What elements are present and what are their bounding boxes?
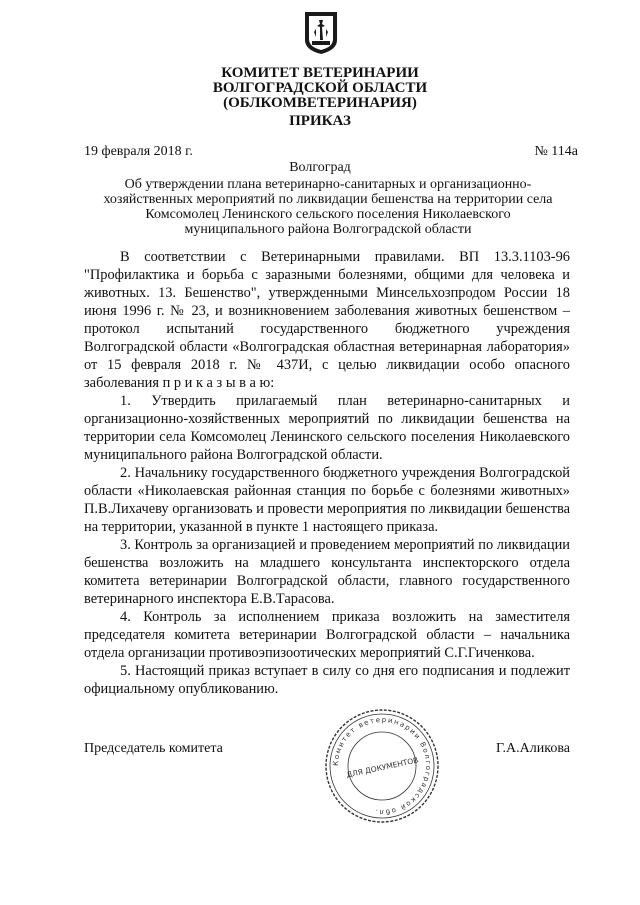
order-item-5: 5. Настоящий приказ вступает в силу со дня его подписания и подлежит официальному опубликованию. [84, 663, 570, 697]
document-body [84, 248, 570, 698]
signer-name: Г.А.Аликова [496, 741, 570, 756]
document-subject: Об утверждении плана ветеринарно-санитарных и организационно-хозяйственных мероприятий по ликвидации бешенства на территории села Комсомолец Ленинского сельского поселения Николаевского муниципального района Волгоградской области [103, 177, 553, 237]
order-item-3: 3. Контроль за организацией и проведением мероприятий по ликвидации бешенства возложить на младшего консультанта инспекторского отдела комитета ветеринарии Волгоградской области, главного государственного ветеринарного инспектора Е.В.Тарасова. [84, 537, 570, 607]
document-date: 19 февраля 2018 г. [84, 144, 193, 159]
signer-role: Председатель комитета [84, 741, 223, 756]
preamble-paragraph: В соответствии с Ветеринарными правилами. ВП 13.3.1103-96 "Профилактика и борьба с заразными болезнями, общими для человека и животных. 13. Бешенство", утвержденными Минсельхозпродом России 18 июня 1996 г. № 23, и возникновением заболевания животных бешенством – протокол испытаний государственного бюджетного учреждения Волгоградской области «Волгоградская областная ветеринарная лаборатория» от 15 февраля 2018 г. № 437И, с целью ликвидации особо опасного заболевания п р и к а з ы в а ю: [84, 249, 570, 391]
stamp-center-text: ДЛЯ ДОКУМЕНТОВ [345, 755, 420, 780]
org-name-line2: ВОЛГОГРАДСКОЙ ОБЛАСТИ [212, 80, 428, 96]
document-type: ПРИКАЗ [289, 113, 351, 129]
official-stamp [322, 706, 442, 826]
coat-of-arms-emblem [302, 10, 340, 56]
order-item-2: 2. Начальнику государственного бюджетного учреждения Волгоградской области «Николаевская районная станция по борьбе с болезнями животных» П.В.Лихачеву организовать и провести мероприятия по ликвидации бешенства на территории, указанной в пункте 1 настоящего приказа. [84, 465, 570, 535]
org-name-line3: (ОБЛКОМВЕТЕРИНАРИЯ) [223, 95, 417, 111]
order-item-4: 4. Контроль за исполнением приказа возложить на заместителя председателя комитета ветеринарии Волгоградской области – начальника отдела организации противоэпизоотических мероприятий С.Г.Гиченкова. [84, 609, 570, 661]
org-name-line1: КОМИТЕТ ВЕТЕРИНАРИИ [221, 65, 419, 81]
stamp-ring-text: Комитет ветеринарии Волгоградской обл. [331, 715, 433, 817]
order-item-1: 1. Утвердить прилагаемый план ветеринарно-санитарных и организационно-хозяйственных мероприятий по ликвидации бешенства на территории села Комсомолец Ленинского сельского поселения Николаевского муниципального района Волгоградской области. [84, 393, 570, 463]
document-city: Волгоград [289, 160, 351, 175]
document-number: № 114а [534, 144, 578, 159]
